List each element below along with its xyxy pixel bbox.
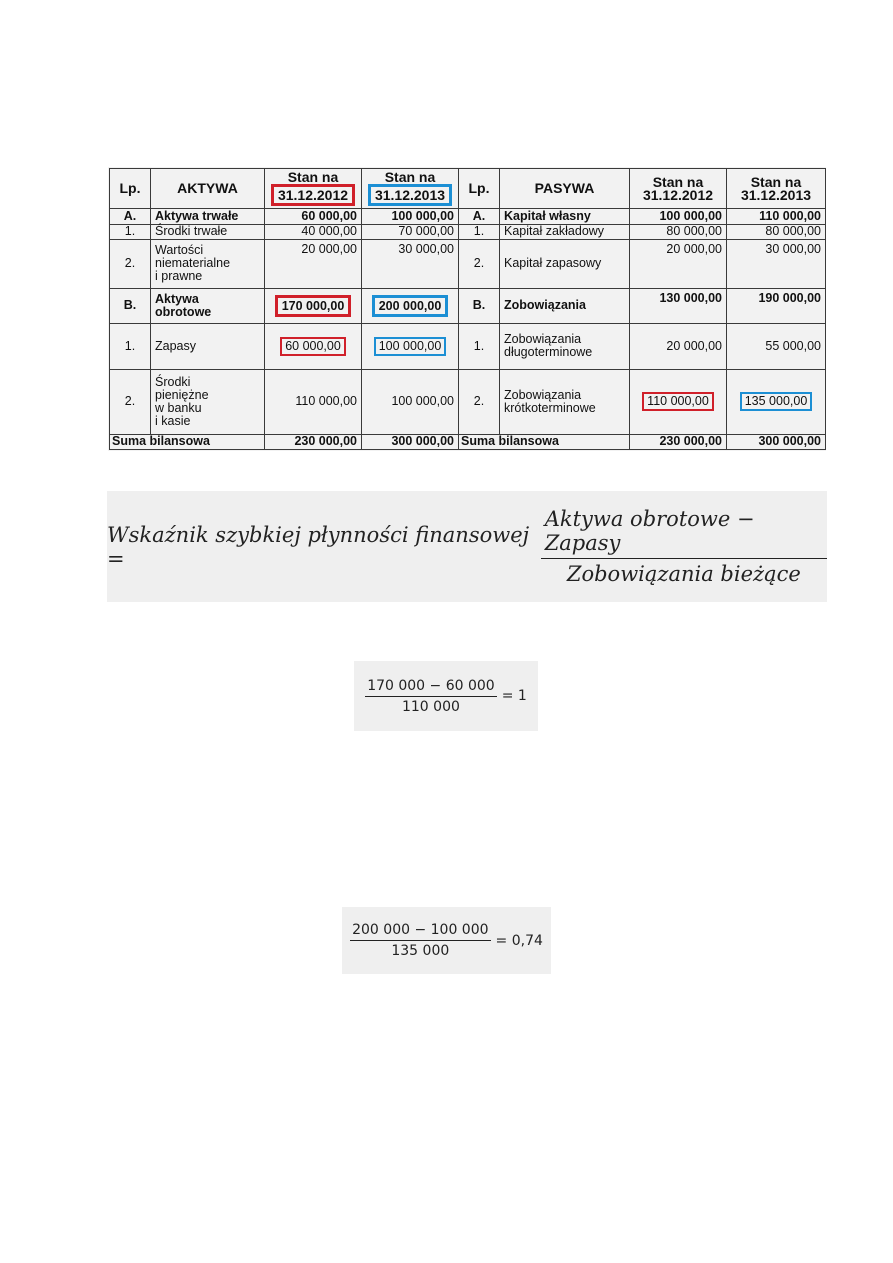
aktywa-label-line: niematerialne [155,256,231,271]
calc-fraction [365,678,497,715]
pasywa-2012: 20 000,00 [630,239,727,289]
aktywa-2013: 70 000,00 [362,224,459,239]
pasywa-label: Kapitał zakładowy [500,224,630,239]
pasywa-2012: 80 000,00 [630,224,727,239]
pasywa-label-line: Zobowiązania [504,387,582,402]
table-total-row [110,434,826,449]
header-stan-na: Stan na [384,169,436,186]
aktywa-obrotowe-2013-highlight: 200 000,00 [372,295,449,317]
lp: B. [110,289,151,323]
aktywa-2012 [265,323,362,369]
table-row [110,224,826,239]
total-pasywa-2013: 300 000,00 [727,434,826,449]
table-header-row [110,169,826,209]
aktywa-2013: 100 000,00 [362,370,459,435]
zobowiazania-krotkoterminowe-2012-highlight: 110 000,00 [642,392,714,411]
total-aktywa-2012: 230 000,00 [265,434,362,449]
header-aktywa-2012 [265,169,362,209]
header-pasywa: PASYWA [500,169,630,209]
table-row [110,209,826,224]
formula-denominator: Zobowiązania bieżące [566,562,801,586]
balance-sheet [108,167,826,451]
header-stan-na: Stan na [287,169,339,186]
table-row [110,323,826,369]
pasywa-label [500,370,630,435]
pasywa-label: Zobowiązania [500,289,630,323]
calc-numerator: 170 000 − 60 000 [365,678,497,697]
pasywa-2012 [630,370,727,435]
pasywa-lp: B. [459,289,500,323]
aktywa-label-line: obrotowe [155,304,212,319]
total-pasywa-label: Suma bilansowa [459,434,630,449]
header-pasywa-2012 [630,169,727,209]
aktywa-label-line: i prawne [155,269,203,284]
pasywa-label [500,323,630,369]
pasywa-lp: 2. [459,370,500,435]
pasywa-lp: 2. [459,239,500,289]
formula-numerator: Aktywa obrotowe − Zapasy [541,507,827,559]
aktywa-2013: 30 000,00 [362,239,459,289]
lp: 2. [110,239,151,289]
lp: A. [110,209,151,224]
header-stan-na: Stan na [750,173,802,190]
calc-numerator: 200 000 − 100 000 [350,922,490,941]
calculation-2012 [354,661,538,731]
aktywa-2012: 20 000,00 [265,239,362,289]
aktywa-label: Aktywa trwałe [151,209,265,224]
table-row [110,239,826,289]
pasywa-lp: 1. [459,323,500,369]
aktywa-label [151,370,265,435]
pasywa-2013: 110 000,00 [727,209,826,224]
zapasy-2012-highlight: 60 000,00 [280,337,346,356]
pasywa-label-line: krótkoterminowe [504,400,596,415]
header-date-2012: 31.12.2012 [271,184,355,206]
aktywa-label-line: Aktywa [155,291,199,306]
calculation-2013 [342,907,551,974]
total-pasywa-2012: 230 000,00 [630,434,727,449]
pasywa-label: Kapitał własny [500,209,630,224]
balance-sheet-table [109,168,826,450]
zapasy-2013-highlight: 100 000,00 [374,337,447,356]
header-lp: Lp. [110,169,151,209]
header-aktywa-2013 [362,169,459,209]
formula-lhs: Wskaźnik szybkiej płynności finansowej = [107,522,530,571]
aktywa-2013 [362,323,459,369]
zobowiazania-krotkoterminowe-2013-highlight: 135 000,00 [740,392,813,411]
header-date-2013: 31.12.2013 [740,186,812,203]
header-aktywa: AKTYWA [151,169,265,209]
pasywa-2012: 100 000,00 [630,209,727,224]
header-date-2013: 31.12.2013 [368,184,452,206]
lp: 2. [110,370,151,435]
pasywa-2012: 20 000,00 [630,323,727,369]
aktywa-label [151,289,265,323]
lp: 1. [110,224,151,239]
quick-ratio-formula [107,491,827,602]
header-pasywa-lp: Lp. [459,169,500,209]
pasywa-2013: 30 000,00 [727,239,826,289]
table-row [110,370,826,435]
aktywa-2013: 100 000,00 [362,209,459,224]
pasywa-2012: 130 000,00 [630,289,727,323]
aktywa-2012: 110 000,00 [265,370,362,435]
aktywa-label-line: Środki [155,374,191,389]
aktywa-2012: 60 000,00 [265,209,362,224]
pasywa-lp: A. [459,209,500,224]
aktywa-2012: 40 000,00 [265,224,362,239]
lp: 1. [110,323,151,369]
aktywa-2012 [265,289,362,323]
aktywa-label: Środki trwałe [151,224,265,239]
header-pasywa-2013 [727,169,826,209]
pasywa-2013: 55 000,00 [727,323,826,369]
aktywa-label [151,239,265,289]
pasywa-2013: 80 000,00 [727,224,826,239]
pasywa-2013 [727,370,826,435]
aktywa-2013 [362,289,459,323]
header-stan-na: Stan na [652,173,704,190]
calc-result: = 0,74 [495,932,543,949]
aktywa-label-line: i kasie [155,413,191,428]
table-row [110,289,826,323]
pasywa-lp: 1. [459,224,500,239]
calc-fraction [350,922,490,959]
aktywa-label-line: pieniężne [155,387,209,402]
calc-result: = 1 [501,688,527,704]
total-aktywa-2013: 300 000,00 [362,434,459,449]
calc-denominator: 110 000 [401,698,460,715]
aktywa-label-line: Wartości [155,243,204,258]
pasywa-label-line: Zobowiązania [504,332,582,347]
pasywa-label: Kapitał zapasowy [500,239,630,289]
calc-denominator: 135 000 [391,943,450,959]
formula-fraction [541,507,827,586]
total-label: Suma bilansowa [110,434,265,449]
aktywa-label-line: w banku [155,400,202,415]
pasywa-label-line: długoterminowe [504,345,593,360]
aktywa-obrotowe-2012-highlight: 170 000,00 [275,295,352,317]
pasywa-2013: 190 000,00 [727,289,826,323]
aktywa-label: Zapasy [151,323,265,369]
header-date-2012: 31.12.2012 [642,186,714,203]
